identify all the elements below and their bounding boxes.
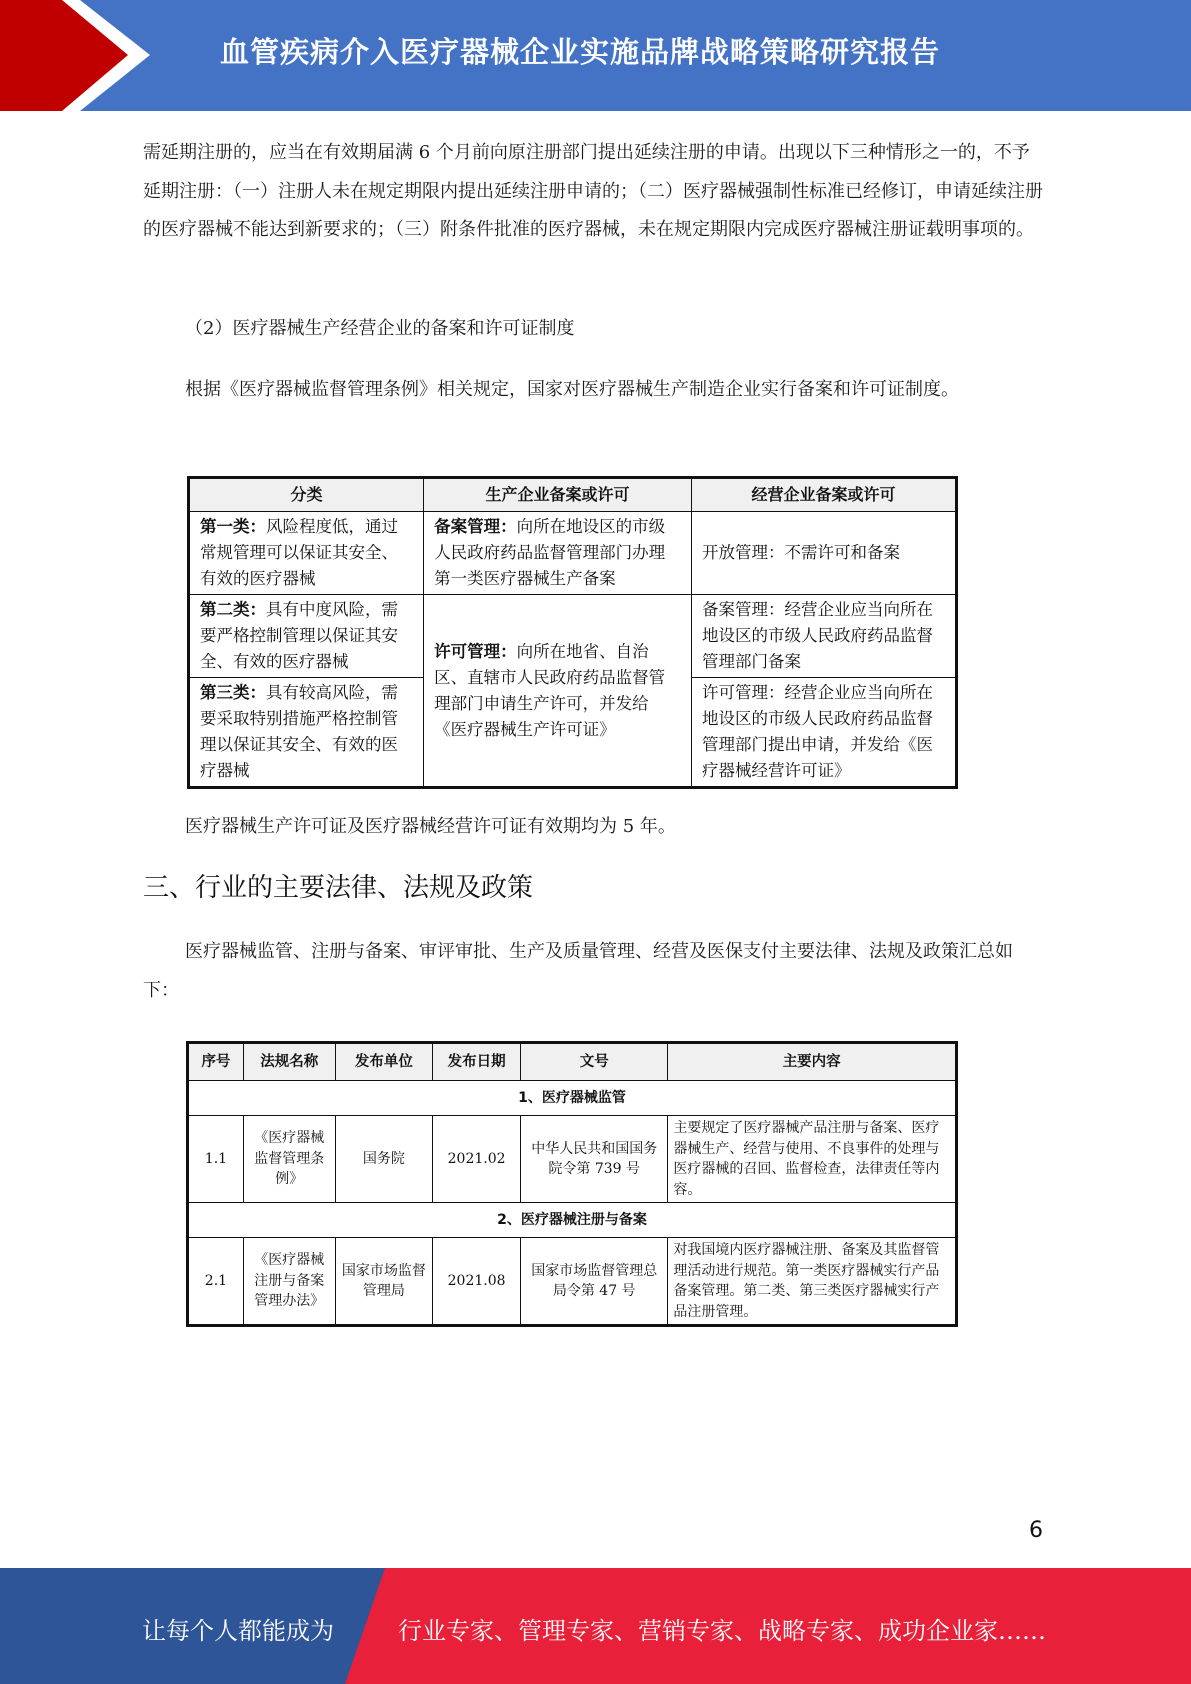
production-label: 许可管理： bbox=[434, 641, 517, 661]
header-arrow-decoration bbox=[0, 0, 160, 111]
column-header: 经营企业备案或许可 bbox=[692, 478, 957, 512]
regulation-name: 《医疗器械注册与备案管理办法》 bbox=[243, 1238, 335, 1326]
section-row bbox=[188, 1203, 957, 1238]
class-label: 第二类： bbox=[200, 600, 266, 619]
page-number: 6 bbox=[1029, 1518, 1043, 1543]
issuer: 国务院 bbox=[335, 1116, 433, 1203]
issue-date: 2021.08 bbox=[433, 1238, 521, 1326]
column-header: 序号 bbox=[188, 1043, 244, 1081]
table-header-row bbox=[189, 478, 957, 512]
section-title: 1、医疗器械监管 bbox=[188, 1081, 957, 1116]
column-header: 主要内容 bbox=[668, 1043, 957, 1081]
table-row bbox=[189, 512, 957, 595]
report-title: 血管疾病介入医疗器械企业实施品牌战略策略研究报告 bbox=[220, 35, 941, 69]
footer-slogan-left: 让每个人都能成为 bbox=[142, 1617, 334, 1645]
main-content: 主要规定了医疗器械产品注册与备案、医疗器械生产、经营与使用、不良事件的处理与医疗器械的召回、监督检查，法律责任等内容。 bbox=[668, 1116, 957, 1203]
filing-license-table bbox=[187, 476, 958, 789]
production-cell bbox=[424, 595, 692, 788]
issuer: 国家市场监督管理局 bbox=[335, 1238, 433, 1326]
column-header: 发布单位 bbox=[335, 1043, 433, 1081]
laws-regulations-table bbox=[186, 1041, 958, 1327]
paragraph-renewal: 需延期注册的，应当在有效期届满 6 个月前向原注册部门提出延续注册的申请。出现以下三种情形之一的，不予延期注册：（一）注册人未在规定期限内提出延续注册申请的；（二）医疗器械强制性标准已经修订，申请延续注册的医疗器械不能达到新要求的；（三）附条件批准的医疗器械，未在规定期限内完成医疗器械注册证载明事项的。 bbox=[143, 142, 1043, 240]
production-label: 备案管理： bbox=[434, 517, 517, 536]
document-number: 中华人民共和国国务院令第 739 号 bbox=[521, 1116, 668, 1203]
document-number: 国家市场监督管理总局令第 47 号 bbox=[521, 1238, 668, 1326]
class-cell bbox=[189, 512, 424, 595]
production-description: 向所在地设区的市级人民政府药品监督管理部门办理第一类医疗器械生产备案 bbox=[434, 517, 666, 588]
footer-slogan-right: 行业专家、管理专家、营销专家、战略专家、成功企业家…… bbox=[398, 1617, 1046, 1645]
class-description: 具有中度风险，需要严格控制管理以保证其安全、有效的医疗器械 bbox=[200, 600, 398, 671]
section-row bbox=[188, 1081, 957, 1116]
production-description: 向所在地省、自治区、直辖市人民政府药品监督管理部门申请生产许可，并发给《医疗器械生产许可证》 bbox=[434, 641, 666, 739]
page-header bbox=[0, 0, 1191, 111]
production-cell bbox=[424, 512, 692, 595]
row-number: 1.1 bbox=[188, 1116, 244, 1203]
page-footer bbox=[0, 1568, 1191, 1684]
column-header: 分类 bbox=[189, 478, 424, 512]
table-row bbox=[188, 1116, 957, 1203]
column-header: 发布日期 bbox=[433, 1043, 521, 1081]
table-row bbox=[189, 595, 957, 678]
class-description: 具有较高风险，需要采取特别措施严格控制管理以保证其安全、有效的医疗器械 bbox=[200, 683, 398, 780]
column-header: 法规名称 bbox=[243, 1043, 335, 1081]
class-label: 第一类： bbox=[200, 517, 266, 536]
class-cell bbox=[189, 595, 424, 678]
class-description: 风险程度低，通过常规管理可以保证其安全、有效的医疗器械 bbox=[200, 517, 398, 588]
class-cell bbox=[189, 678, 424, 788]
table-row bbox=[188, 1238, 957, 1326]
business-cell: 备案管理：经营企业应当向所在地设区的市级人民政府药品监督管理部门备案 bbox=[692, 595, 957, 678]
business-cell: 许可管理：经营企业应当向所在地设区的市级人民政府药品监督管理部门提出申请，并发给《医疗器械经营许可证》 bbox=[692, 678, 957, 788]
column-header: 生产企业备案或许可 bbox=[424, 478, 692, 512]
regulation-name: 《医疗器械监督管理条例》 bbox=[243, 1116, 335, 1203]
business-cell: 开放管理：不需许可和备案 bbox=[692, 512, 957, 595]
issue-date: 2021.02 bbox=[433, 1116, 521, 1203]
class-label: 第三类： bbox=[200, 683, 266, 702]
row-number: 2.1 bbox=[188, 1238, 244, 1326]
section-heading: 三、行业的主要法律、法规及政策 bbox=[143, 873, 534, 903]
subheading-license-system: （2）医疗器械生产经营企业的备案和许可证制度 bbox=[185, 318, 575, 339]
paragraph-validity: 医疗器械生产许可证及医疗器械经营许可证有效期均为 5 年。 bbox=[185, 816, 676, 837]
section-title: 2、医疗器械注册与备案 bbox=[188, 1203, 957, 1238]
column-header: 文号 bbox=[521, 1043, 668, 1081]
paragraph-regulation-basis: 根据《医疗器械监督管理条例》相关规定，国家对医疗器械生产制造企业实行备案和许可证制度。 bbox=[185, 379, 959, 400]
main-content: 对我国境内医疗器械注册、备案及其监督管理活动进行规范。第一类医疗器械实行产品备案管理。第二类、第三类医疗器械实行产品注册管理。 bbox=[668, 1238, 957, 1326]
paragraph-summary-intro: 医疗器械监管、注册与备案、审评审批、生产及质量管理、经营及医保支付主要法律、法规及政策汇总如下： bbox=[143, 941, 1013, 1001]
table-header-row bbox=[188, 1043, 957, 1081]
